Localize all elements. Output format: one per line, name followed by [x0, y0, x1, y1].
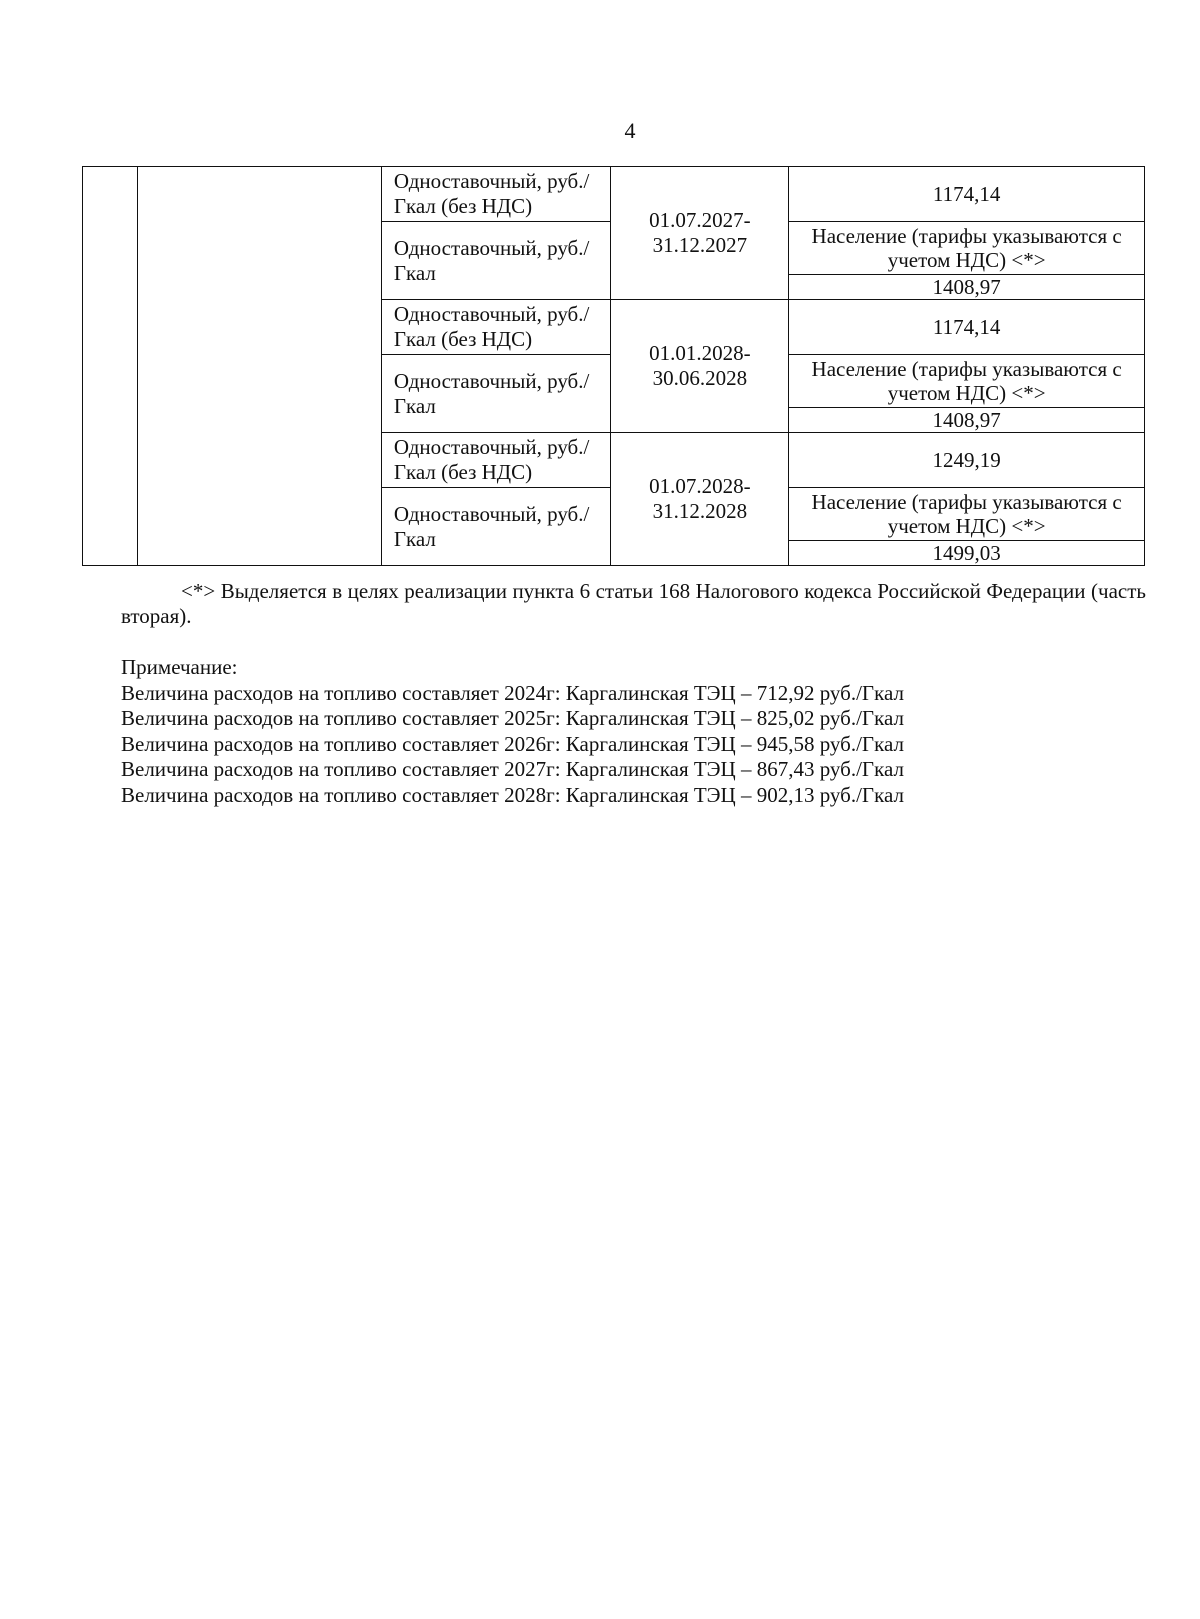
note-line: Величина расходов на топливо составляет 2024г: Каргалинская ТЭЦ – 712,92 руб./Гкал — [121, 680, 904, 705]
population-label: Население (тарифы указываются с учетом НДС) <*> — [789, 222, 1145, 275]
population-value: 1408,97 — [789, 275, 1145, 300]
tariff-period: 01.07.2027-31.12.2027 — [611, 167, 789, 300]
tariff-type-with-vat: Одноставочный, руб./Гкал — [381, 355, 611, 433]
note-line: Величина расходов на топливо составляет 2027г: Каргалинская ТЭЦ – 867,43 руб./Гкал — [121, 757, 904, 781]
tariff-value: 1174,14 — [789, 167, 1145, 222]
tariff-period: 01.07.2028-31.12.2028 — [611, 433, 789, 566]
table-row — [83, 167, 1145, 222]
tariff-type-without-vat: Одноставочный, руб./Гкал (без НДС) — [381, 167, 611, 222]
tariff-value: 1174,14 — [789, 300, 1145, 355]
note-title: Примечание: — [121, 655, 238, 679]
blank-number-cell — [83, 167, 138, 566]
tariff-type-without-vat: Одноставочный, руб./Гкал (без НДС) — [381, 433, 611, 488]
tariff-period: 01.01.2028-30.06.2028 — [611, 300, 789, 433]
note-line: Величина расходов на топливо составляет 2026г: Каргалинская ТЭЦ – 945,58 руб./Гкал — [121, 731, 904, 756]
tariff-table — [82, 166, 1145, 566]
tariff-type-with-vat: Одноставочный, руб./Гкал — [381, 488, 611, 566]
population-label: Население (тарифы указываются с учетом НДС) <*> — [789, 355, 1145, 408]
population-label: Население (тарифы указываются с учетом НДС) <*> — [789, 488, 1145, 541]
population-value: 1408,97 — [789, 408, 1145, 433]
tariff-type-without-vat: Одноставочный, руб./Гкал (без НДС) — [381, 300, 611, 355]
note-block — [121, 655, 1146, 808]
tariff-value: 1249,19 — [789, 433, 1145, 488]
blank-organization-cell — [137, 167, 381, 566]
population-value: 1499,03 — [789, 541, 1145, 566]
page-number: 4 — [624, 118, 636, 143]
note-line: Величина расходов на топливо составляет 2025г: Каргалинская ТЭЦ – 825,02 руб./Гкал — [121, 706, 904, 730]
footnote: <*> Выделяется в целях реализации пункта 6 статьи 168 Налогового кодекса Российской Федерации (часть вторая). — [121, 579, 1146, 628]
note-line: Величина расходов на топливо составляет 2028г: Каргалинская ТЭЦ – 902,13 руб./Гкал — [121, 782, 904, 807]
tariff-type-with-vat: Одноставочный, руб./Гкал — [381, 222, 611, 300]
